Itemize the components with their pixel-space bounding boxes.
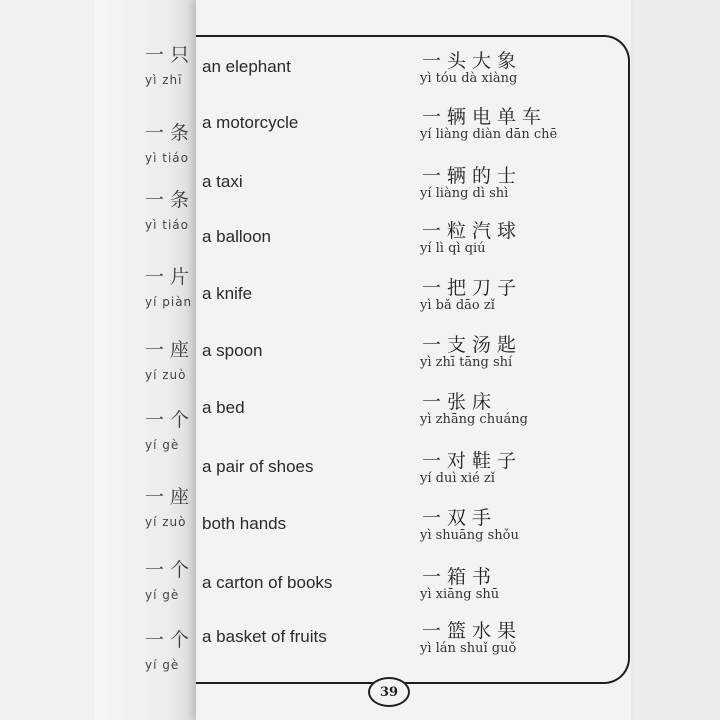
- left-entry-pinyin: yí gè: [145, 658, 180, 672]
- entry-english: a taxi: [202, 172, 243, 191]
- entry-english: a bed: [202, 398, 245, 417]
- entry-chinese: 一双手: [422, 507, 498, 529]
- left-entry-chinese: 一片: [145, 266, 196, 288]
- left-entry-pinyin: yí gè: [145, 588, 180, 602]
- background-right: [630, 0, 720, 720]
- entry-english: a balloon: [202, 227, 272, 246]
- left-entry-chinese: 一条: [145, 122, 196, 144]
- page-number-badge: [368, 677, 410, 707]
- entry-english: a spoon: [202, 341, 263, 360]
- left-entry-pinyin: yí zuò: [145, 515, 187, 529]
- entry-english: a pair of shoes: [202, 457, 314, 476]
- left-entry-chinese: 一个: [145, 629, 196, 651]
- entry-chinese: 一辆的士: [422, 165, 523, 187]
- left-entry-pinyin: yí piàn: [145, 295, 193, 309]
- left-entry: [145, 335, 195, 382]
- left-entry-pinyin: yì zhī: [145, 73, 183, 87]
- entry-chinese: 一辆电单车: [422, 106, 548, 128]
- left-entry: [145, 262, 195, 309]
- entry-english: an elephant: [202, 57, 291, 76]
- entry-chinese: 一支汤匙: [422, 334, 523, 356]
- left-entry-chinese: 一座: [145, 486, 196, 508]
- entry-chinese: 一箱书: [422, 566, 498, 588]
- left-entry-pinyin: yí gè: [145, 438, 180, 452]
- entry-english: a carton of books: [202, 573, 333, 592]
- page-border-frame: [196, 35, 630, 684]
- left-entry-chinese: 一只: [145, 44, 196, 66]
- entry-english: a basket of fruits: [202, 627, 327, 646]
- left-entry: [145, 40, 195, 87]
- page-number: 39: [379, 684, 399, 700]
- left-entry-pinyin: yì tiáo: [145, 218, 189, 232]
- entry-pinyin: yí liàng dì shì: [420, 186, 509, 201]
- entry-chinese: 一张床: [422, 391, 498, 413]
- left-entry-chinese: 一座: [145, 339, 196, 361]
- entry-english: both hands: [202, 514, 287, 533]
- entry-pinyin: yì xiāng shū: [420, 587, 500, 602]
- left-entry: [145, 482, 195, 529]
- entry-pinyin: yì zhī tāng shí: [420, 355, 513, 370]
- left-entry-pinyin: yì tiáo: [145, 151, 189, 165]
- entry-english: a motorcycle: [202, 113, 299, 132]
- entry-chinese: 一把刀子: [422, 277, 523, 299]
- left-entry-pinyin: yí zuò: [145, 368, 187, 382]
- left-entry: [145, 405, 195, 452]
- entry-pinyin: yí lì qì qiú: [420, 241, 486, 256]
- left-entry: [145, 555, 195, 602]
- left-entry-chinese: 一个: [145, 409, 196, 431]
- entry-pinyin: yì bǎ dāo zǐ: [420, 298, 495, 313]
- entry-chinese: 一篮水果: [422, 620, 523, 642]
- left-facing-page: [95, 0, 200, 720]
- entry-chinese: 一头大象: [422, 50, 523, 72]
- left-entry-chinese: 一个: [145, 559, 196, 581]
- entry-pinyin: yì lán shuǐ guǒ: [420, 641, 517, 656]
- entry-chinese: 一粒汽球: [422, 220, 523, 242]
- entry-pinyin: yì tóu dà xiàng: [420, 71, 518, 86]
- left-entry: [145, 185, 195, 232]
- background-left: [0, 0, 95, 720]
- left-entry: [145, 625, 195, 672]
- entry-pinyin: yí liàng diàn dān chē: [420, 127, 558, 142]
- entry-pinyin: yì shuāng shǒu: [420, 528, 519, 543]
- entry-chinese: 一对鞋子: [422, 450, 523, 472]
- entry-pinyin: yí duì xié zǐ: [420, 471, 495, 486]
- entry-pinyin: yì zhāng chuáng: [420, 412, 528, 427]
- left-entry: [145, 118, 195, 165]
- entry-english: a knife: [202, 284, 253, 303]
- left-entry-chinese: 一条: [145, 189, 196, 211]
